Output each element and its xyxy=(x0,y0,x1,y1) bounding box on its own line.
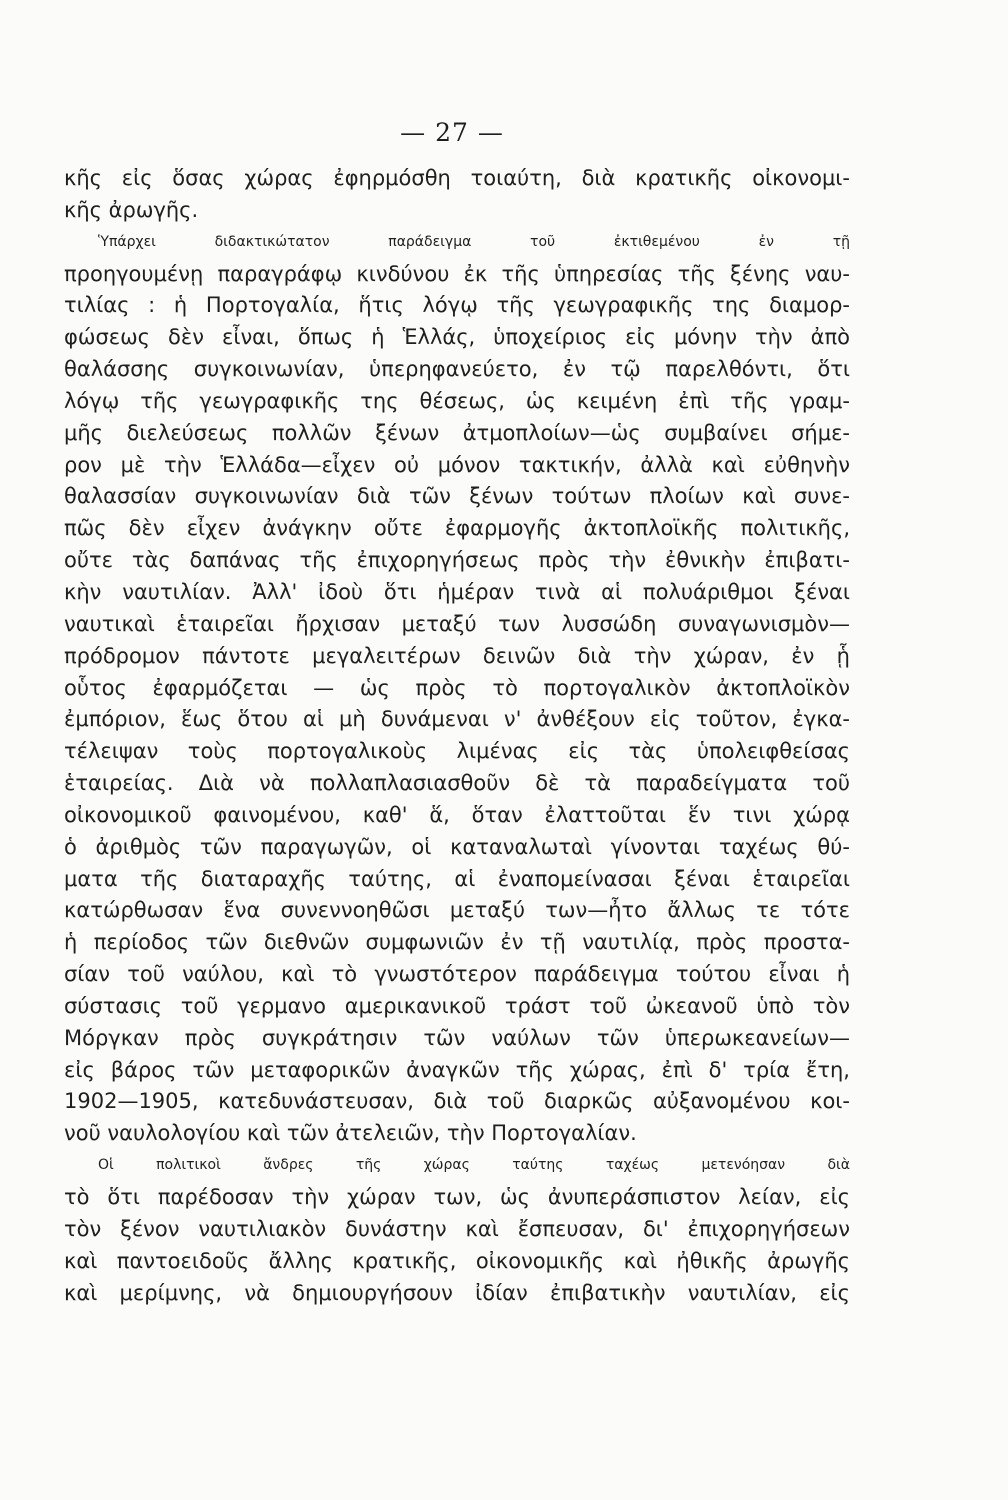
text-line: τέλειψαν τοὺς πορτογαλικοὺς λιμένας εἰς τὰς ὑπολειφθείσας xyxy=(64,739,850,764)
text-line: ναυτικαὶ ἑταιρεῖαι ἤρχισαν μεταξύ των λυσσώδη συναγωνισμὸν— xyxy=(64,611,850,636)
text-line: οἰκονομικοῦ φαινομένου, καθ' ἅ, ὅταν ἐλαττοῦται ἕν τινι χώρᾳ xyxy=(64,802,850,827)
text-line: τὸ ὅτι παρέδοσαν τὴν χώραν των, ὡς ἀνυπεράσπιστον λείαν, εἰς xyxy=(64,1185,850,1209)
text-line: οὔτε τὰς δαπάνας τῆς ἐπιχορηγήσεως πρὸς τὴν ἐθνικὴν ἐπιβατι- xyxy=(64,548,850,573)
text-line: κὴν ναυτιλίαν. Ἀλλ' ἰδοὺ ὅτι ἡμέραν τινὰ αἱ πολυάριθμοι ξέναι xyxy=(64,579,850,604)
text-line: νοῦ ναυλολογίου καὶ τῶν ἀτελειῶν, τὴν Πορτογαλίαν. xyxy=(64,1121,637,1146)
text-line: καὶ παντοειδοῦς ἄλλης κρατικῆς, οἰκονομικῆς καὶ ἠθικῆς ἀρωγῆς xyxy=(64,1248,850,1273)
text-line: φώσεως δὲν εἶναι, ὅπως ἡ Ἑλλάς, ὑποχείριος εἰς μόνην τὴν ἀπὸ xyxy=(64,325,850,350)
text-line: οὗτος ἐφαρμόζεται — ὡς πρὸς τὸ πορτογαλικὸν ἀκτοπλοϊκὸν xyxy=(64,675,850,700)
text-line: σύστασις τοῦ γερμανο αμερικανικοῦ τράστ τοῦ ὠκεανοῦ ὑπὸ τὸν xyxy=(64,993,850,1018)
text-line: προηγουμένῃ παραγράφῳ κινδύνου ἐκ τῆς ὑπηρεσίας τῆς ξένης ναυ- xyxy=(64,261,850,286)
text-line: 1902—1905, κατεδυνάστευσαν, διὰ τοῦ διαρκῶς αὐξανομένου κοι- xyxy=(64,1089,850,1114)
text-line: πρόδρομον πάντοτε μεγαλειτέρων δεινῶν διὰ τὴν χώραν, ἐν ᾗ xyxy=(64,643,850,668)
text-line: ὁ ἀριθμὸς τῶν παραγωγῶν, οἱ καταναλωταὶ γίνονται ταχέως θύ- xyxy=(64,834,850,859)
text-line: πῶς δὲν εἶχεν ἀνάγκην οὔτε ἐφαρμογῆς ἀκτοπλοϊκῆς πολιτικῆς, xyxy=(64,516,850,541)
text-line: ἐμπόριον, ἕως ὅτου αἱ μὴ δυνάμεναι ν' ἀνθέξουν εἰς τοῦτον, ἐγκα- xyxy=(64,707,850,732)
text-line: τὸν ξένον ναυτιλιακὸν δυνάστην καὶ ἔσπευσαν, δι' ἐπιχορηγήσεων xyxy=(64,1216,850,1241)
text-line: ἑταιρείας. Διὰ νὰ πολλαπλασιασθοῦν δὲ τὰ παραδείγματα τοῦ xyxy=(64,771,850,796)
text-line: κῆς ἀρωγῆς. xyxy=(64,197,199,222)
text-line: ρον μὲ τὴν Ἑλλάδα—εἶχεν οὐ μόνον τακτικήν, ἀλλὰ καὶ εὐθηνὴν xyxy=(64,452,850,477)
text-line: θαλάσσης συγκοινωνίαν, ὑπερηφανεύετο, ἐν τῷ παρελθόντι, ὅτι xyxy=(64,357,850,382)
text-line: λόγῳ τῆς γεωγραφικῆς της θέσεως, ὡς κειμένη ἐπὶ τῆς γραμ- xyxy=(64,388,850,413)
body-text xyxy=(64,163,850,1309)
text-line: Μόργκαν πρὸς συγκράτησιν τῶν ναύλων τῶν ὑπερωκεανείων— xyxy=(64,1025,850,1050)
text-line: μῆς διελεύσεως πολλῶν ξένων ἀτμοπλοίων—ὡς συμβαίνει σήμε- xyxy=(64,420,850,445)
text-line: ἡ περίοδος τῶν διεθνῶν συμφωνιῶν ἐν τῇ ναυτιλίᾳ, πρὸς προστα- xyxy=(64,930,850,955)
text-line: σίαν τοῦ ναύλου, καὶ τὸ γνωστότερον παράδειγμα τούτου εἶναι ἡ xyxy=(64,962,850,987)
text-line: κατώρθωσαν ἕνα συνεννοηθῶσι μεταξύ των—ἦτο ἄλλως τε τότε xyxy=(64,898,850,923)
text-line: Οἱ πολιτικοὶ ἄνδρες τῆς χώρας ταύτης ταχέως μετενόησαν διὰ xyxy=(98,1157,850,1174)
page-number: — 27 — xyxy=(400,118,504,147)
text-line: θαλασσίαν συγκοινωνίαν διὰ τῶν ξένων τούτων πλοίων καὶ συνε- xyxy=(64,484,850,509)
text-line: καὶ μερίμνης, νὰ δημιουργήσουν ἰδίαν ἐπιβατικὴν ναυτιλίαν, εἰς xyxy=(64,1280,850,1305)
text-line: τιλίας : ἡ Πορτογαλία, ἥτις λόγῳ τῆς γεωγραφικῆς της διαμορ- xyxy=(64,293,850,318)
text-line: εἰς βάρος τῶν μεταφορικῶν ἀναγκῶν τῆς χώρας, ἐπὶ δ' τρία ἔτη, xyxy=(64,1057,850,1082)
text-line: ματα τῆς διαταραχῆς ταύτης, αἱ ἐναπομείνασαι ξέναι ἑταιρεῖαι xyxy=(64,866,850,891)
text-line: Ὑπάρχει διδακτικώτατον παράδειγμα τοῦ ἐκτιθεμένου ἐν τῇ xyxy=(98,233,850,250)
text-line: κῆς εἰς ὅσας χώρας ἐφηρμόσθη τοιαύτη, διὰ κρατικῆς οἰκονομι- xyxy=(64,166,850,190)
